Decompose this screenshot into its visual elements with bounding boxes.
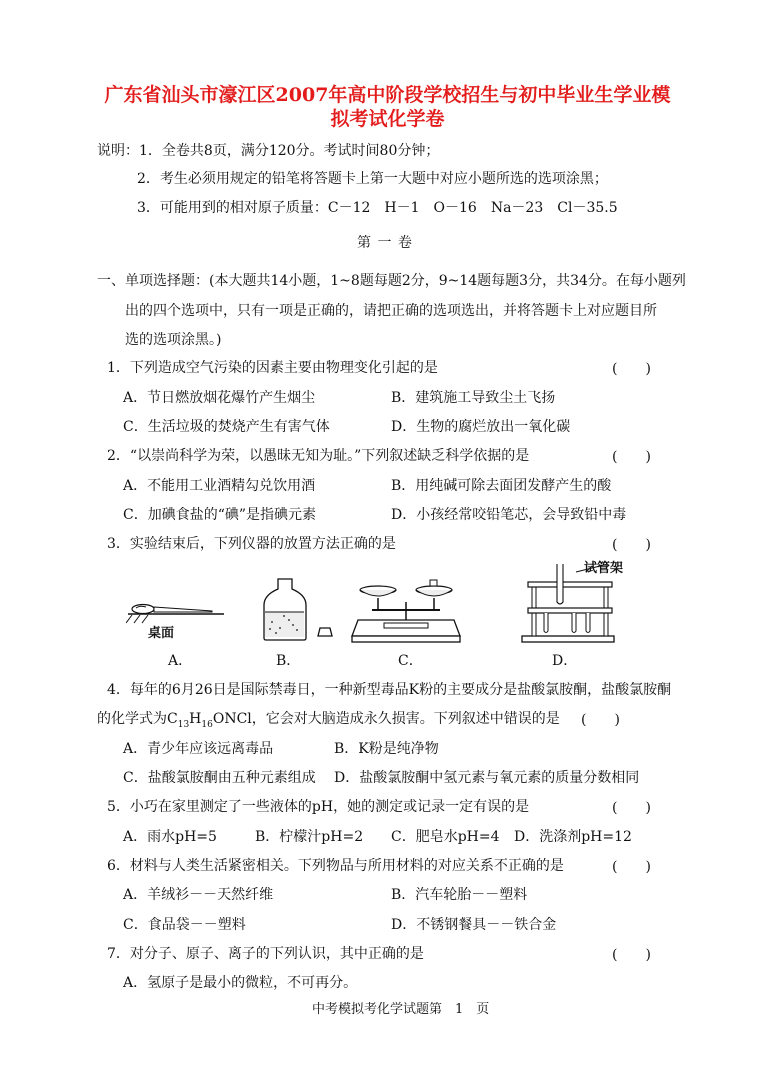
q2-answer-paren: ( ): [612, 449, 651, 465]
q4-formula-sub-c: 13: [177, 719, 190, 730]
q4-stem-line2: [97, 709, 560, 735]
q5-option-b: B．柠檬汁pH=2: [255, 829, 364, 845]
q2-option-d: D．小孩经常咬铅笔芯，会导致铅中毒: [391, 507, 627, 523]
q3-figure-c-balance: [350, 576, 462, 646]
q4-formula-prefix: 的化学式为C: [97, 711, 178, 727]
q3-figure-b-reagent-bottle: [262, 578, 340, 642]
q3-stem: 3．实验结束后，下列仪器的放置方法正确的是: [107, 536, 396, 552]
q4-option-d: D．盐酸氯胺酮中氢元素与氧元素的质量分数相同: [334, 770, 640, 786]
q7-answer-paren: ( ): [612, 947, 651, 963]
instructions-2: 2．考生必须用规定的铅笔将答题卡上第一大题中对应小题所选的选项涂黑；: [137, 171, 608, 187]
q2-option-a: A．不能用工业酒精勾兑饮用酒: [123, 478, 316, 494]
q1-option-d: D．生物的腐烂放出一氧化碳: [391, 419, 571, 435]
q5-option-a: A．雨水pH=5: [123, 829, 217, 845]
q3-option-a: A．: [168, 653, 193, 669]
q4-option-a: A．青少年应该远离毒品: [123, 741, 274, 757]
page-title-line1: 广东省汕头市濠江区2007年高中阶段学校招生与初中毕业生学业模: [104, 84, 671, 106]
q1-option-a: A．节日燃放烟花爆竹产生烟尘: [123, 390, 316, 406]
q4-option-b: B．K粉是纯净物: [334, 741, 439, 757]
q5-option-c: C．肥皂水pH=4: [391, 829, 500, 845]
q3-figure-a-pipette-on-table: [126, 596, 228, 638]
q4-answer-paren: ( ): [581, 712, 620, 728]
q6-option-c: C．食品袋－－塑料: [123, 917, 246, 933]
q1-stem: 1．下列造成空气污染的因素主要由物理变化引起的是: [107, 360, 438, 376]
q4-option-c: C．盐酸氯胺酮由五种元素组成: [123, 770, 316, 786]
part1-header-line1: 一、单项选择题：(本大题共14小题，1~8题每题2分，9~14题每题3分，共34分。在每小题列: [97, 273, 686, 289]
q5-option-d: D．洗涤剂pH=12: [514, 829, 632, 845]
q3-answer-paren: ( ): [612, 537, 651, 553]
page-title-line2: 拟考试化学卷: [330, 108, 445, 130]
q7-option-a: A．氢原子是最小的微粒，不可再分。: [123, 975, 358, 991]
q2-option-c: C．加碘食盐的“碘”是指碘元素: [123, 507, 317, 523]
part1-header-line2: 出的四个选项中，只有一项是正确的，请把正确的选项选出，并将答题卡上对应题目所: [125, 303, 657, 319]
q3-option-d: D．: [552, 653, 578, 669]
q2-option-b: B．用纯碱可除去面团发酵产生的酸: [391, 478, 612, 494]
part1-header-line3: 选的选项涂黑。): [125, 332, 222, 348]
q7-stem: 7．对分子、原子、离子的下列认识，其中正确的是: [107, 946, 424, 962]
q3-figure-d-label: 试管架: [584, 561, 624, 576]
q3-option-c: C．: [398, 653, 423, 669]
instructions-3: 3．可能用到的相对原子质量：C－12 H－1 O－16 Na－23 Cl－35.5: [137, 200, 618, 216]
q3-figure-a-label: 桌面: [148, 626, 175, 641]
q1-answer-paren: ( ): [612, 361, 651, 377]
q6-answer-paren: ( ): [612, 859, 651, 875]
section-title: 第 一 卷: [357, 235, 413, 251]
q5-stem: 5．小巧在家里测定了一些液体的pH，她的测定或记录一定有误的是: [107, 799, 530, 815]
q1-option-b: B．建筑施工导致尘土飞扬: [391, 390, 556, 406]
q6-option-b: B．汽车轮胎－－塑料: [391, 887, 528, 903]
instructions-1: 说明：1．全卷共8页，满分120分。考试时间80分钟；: [97, 143, 440, 159]
q6-stem: 6．材料与人类生活紧密相关。下列物品与所用材料的对应关系不正确的是: [107, 858, 564, 874]
q1-option-c: C．生活垃圾的焚烧产生有害气体: [123, 419, 330, 435]
q4-stem-line1: 4．每年的6月26日是国际禁毒日，一种新型毒品K粉的主要成分是盐酸氯胺酮，盐酸氯胺酮: [107, 682, 672, 698]
q6-option-d: D．不锈钢餐具－－铁合金: [391, 917, 557, 933]
q4-formula-sub-h: 16: [201, 719, 213, 730]
q5-answer-paren: ( ): [612, 800, 651, 816]
q4-formula-h: H: [189, 711, 202, 727]
q6-option-a: A．羊绒衫－－天然纤维: [123, 887, 274, 903]
page-footer: 中考模拟考化学试题第 1 页: [312, 1002, 490, 1017]
q2-stem: 2．“以崇尚科学为荣，以愚昧无知为耻。”下列叙述缺乏科学依据的是: [107, 448, 530, 464]
q4-formula-suffix: ONCl，它会对大脑造成永久损害。下列叙述中错误的是: [212, 711, 560, 727]
q3-option-b: B．: [276, 653, 301, 669]
